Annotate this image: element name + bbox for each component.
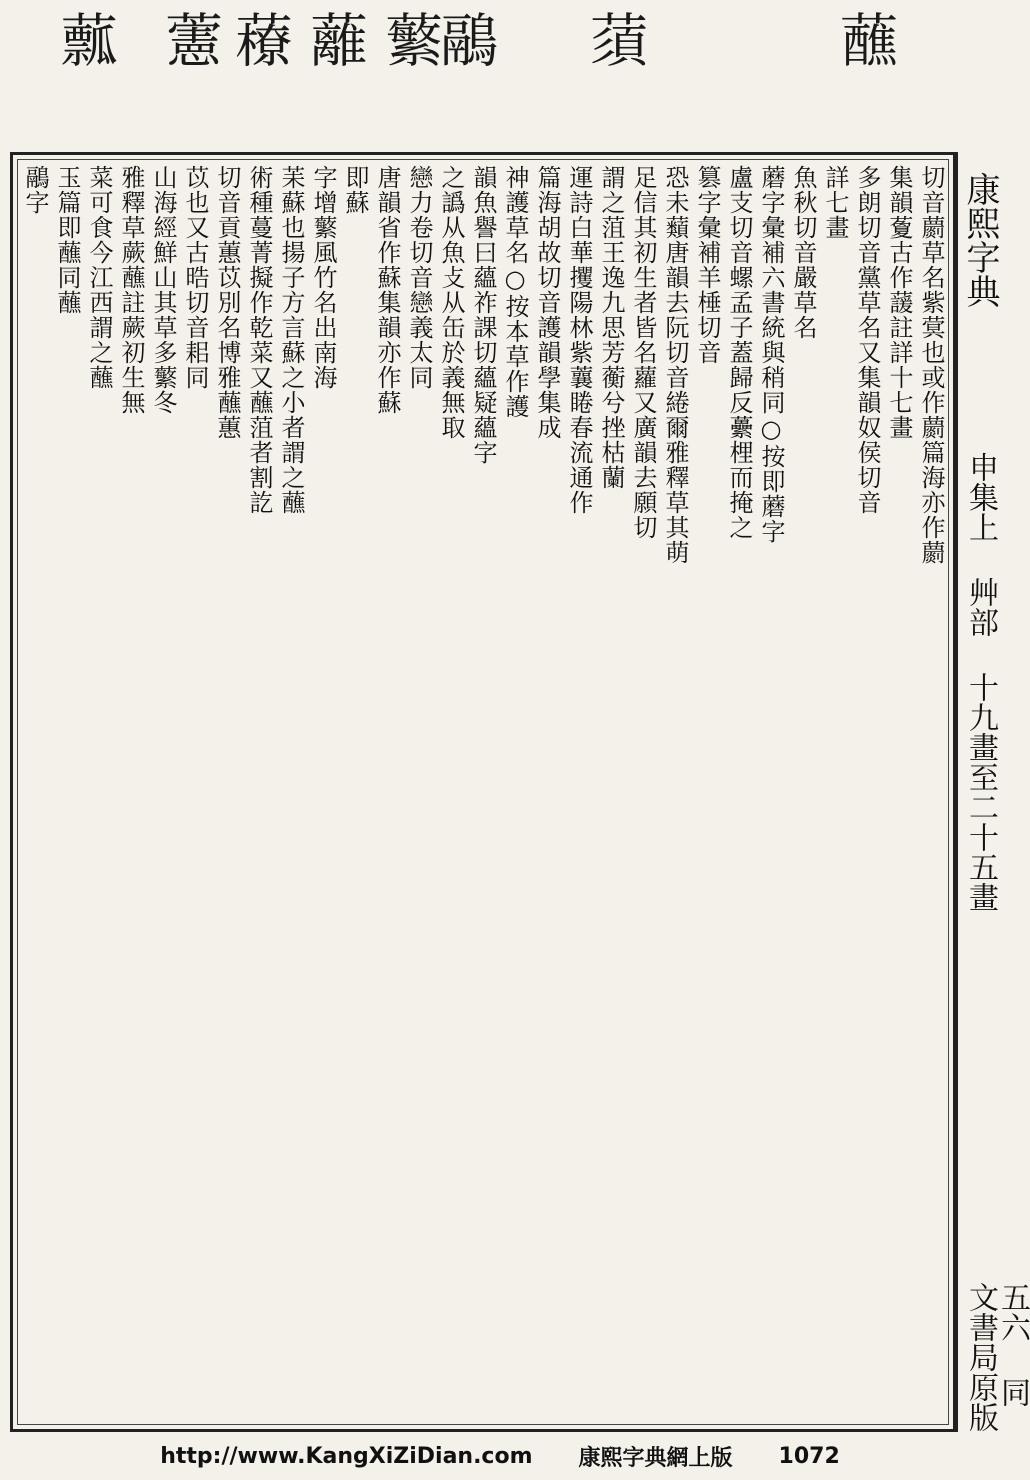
site-name: 康熙字典網上版 [578, 1444, 733, 1471]
publisher-label: 五六 同文書局原版 [963, 1282, 1030, 1432]
text-columns [21, 165, 945, 1419]
text-column: 玉篇即蘸同蘸 [53, 165, 81, 315]
text-column: 山海經鮮山其草多蘩冬 [149, 165, 177, 415]
seal-glyph: 䕯 [60, 7, 115, 75]
text-column: 篡字彙補羊棰切音 [693, 165, 721, 365]
page-number: 1072 [778, 1443, 840, 1469]
text-column: 切音貢蕙苡別名博雅蘸蕙 [213, 165, 241, 440]
text-column: 苿蘇也揚子方言蘇之小者謂之蘸 [277, 165, 305, 515]
dictionary-frame [10, 152, 956, 1432]
text-column: 詳七畫 [821, 165, 849, 240]
text-column: 多朗切音黨草名又集韻奴侯切音 [853, 165, 881, 515]
seal-glyph: 藼 [165, 7, 220, 75]
text-column: 苡也又古晧切音耜同 [181, 165, 209, 390]
text-column: 即蘇 [341, 165, 369, 215]
seal-glyph: 鷊 [440, 7, 495, 75]
text-column: 之譌从魚攴从缶於義無取 [437, 165, 465, 440]
site-url[interactable]: http://www.KangXiZiDian.com [160, 1443, 533, 1469]
text-column: 雅釋草蕨蘸註蕨初生無 [117, 165, 145, 415]
text-column: 唐韻省作蘇集韻亦作蘇 [373, 165, 401, 415]
text-column: 運詩白華攫陽林紫蘘睠春流通作 [565, 165, 593, 515]
book-title: 康熙字典 [960, 172, 1000, 308]
text-column: 戀力卷切音戀義太同 [405, 165, 433, 390]
seal-glyph: 蘺 [310, 7, 365, 75]
text-column: 切音蘮草名紫蓂也或作蘮篇海亦作蘮 [917, 165, 945, 565]
text-column: 篇海胡故切音護韻學集成 [533, 165, 561, 440]
text-column: 足信其初生者皆名蘿又廣韻去願切 [629, 165, 657, 540]
text-column: 菜可食今江西謂之蘸 [85, 165, 113, 390]
seal-glyph: 蘩 [385, 7, 440, 75]
footer [0, 1432, 1000, 1480]
text-column: 術種蔓菁擬作乾菜又蘸菹者割訖 [245, 165, 273, 515]
seal-strip [0, 0, 1000, 150]
text-column: 蘑字彙補六書統與稍同○按即蘑字 [757, 165, 785, 544]
seal-glyph: 䕩 [235, 7, 290, 75]
text-column: 鷊字 [21, 165, 49, 215]
seal-glyph: 蕦 [590, 7, 645, 75]
text-column: 集韻藑古作蘐註詳十七畫 [885, 165, 913, 440]
text-column: 謂之菹王逸九思芳蘅兮挫枯蘭 [597, 165, 625, 490]
text-column: 盧支切音螺孟子蓋歸反虆梩而掩之 [725, 165, 753, 540]
text-column: 恐未蘱唐韻去阮切音綣爾雅釋草其萌 [661, 165, 689, 565]
text-column: 韻魚譽曰蘊祚課切蘊疑蘊字 [469, 165, 497, 465]
section-label: 申集上 艸部 十九畫至二十五畫 [963, 452, 998, 912]
text-column: 字增蘩風竹名出南海 [309, 165, 337, 390]
seal-glyph: 蘸 [840, 7, 895, 75]
text-column: 魚秋切音嚴草名 [789, 165, 817, 340]
sidebar [956, 152, 1030, 1432]
text-column: 神護草名○按本草作護 [501, 165, 529, 419]
